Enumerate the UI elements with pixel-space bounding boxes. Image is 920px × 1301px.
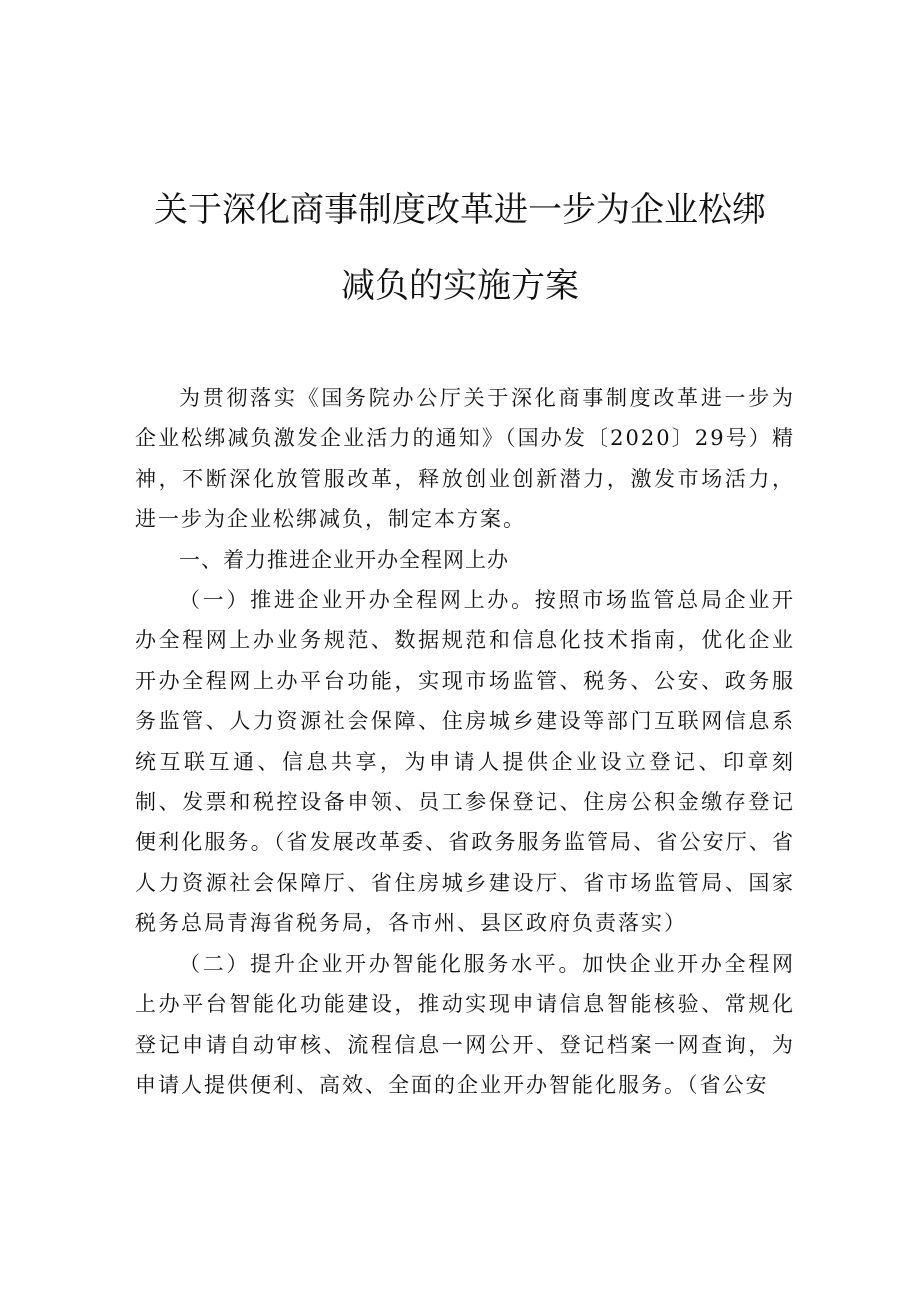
title-line-1: 关于深化商事制度改革进一步为企业松绑 bbox=[154, 190, 766, 230]
title-line-2: 减负的实施方案 bbox=[341, 266, 579, 306]
item-paragraph-2: （二）提升企业开办智能化服务水平。加快企业开办全程网上办平台智能化功能建设，推动实现申请信息智能核验、常规化登记申请自动审核、流程信息一网公开、登记档案一网查询，为申请人提供便利、高效、全面的企业开办智能化服务。（省公安 bbox=[135, 951, 795, 1097]
item-paragraph-1: （一）推进企业开办全程网上办。按照市场监管总局企业开办全程网上办业务规范、数据规范和信息化技术指南，优化企业开办全程网上办平台功能，实现市场监管、税务、公安、政务服务监管、人力资源社会保障、住房城乡建设等部门互联网信息系统互联互通、信息共享，为申请人提供企业设立登记、印章刻制、发票和税控设备申领、员工参保登记、住房公积金缴存登记便利化服务。（省发展改革委、省政务服务监管局、省公安厅、省人力资源社会保障厅、省住房城乡建设厅、省市场监管局、国家税务总局青海省税务局，各市州、县区政府负责落实） bbox=[135, 588, 795, 936]
section-heading-1: 一、着力推进企业开办全程网上办 bbox=[179, 547, 509, 572]
document-title bbox=[0, 190, 920, 306]
document-body bbox=[135, 378, 795, 1105]
intro-paragraph: 为贯彻落实《国务院办公厅关于深化商事制度改革进一步为企业松绑减负激发企业活力的通知》（国办发〔2020〕29号）精神，不断深化放管服改革，释放创业创新潜力，激发市场活力，进一步为企业松绑减负，制定本方案。 bbox=[135, 386, 795, 532]
